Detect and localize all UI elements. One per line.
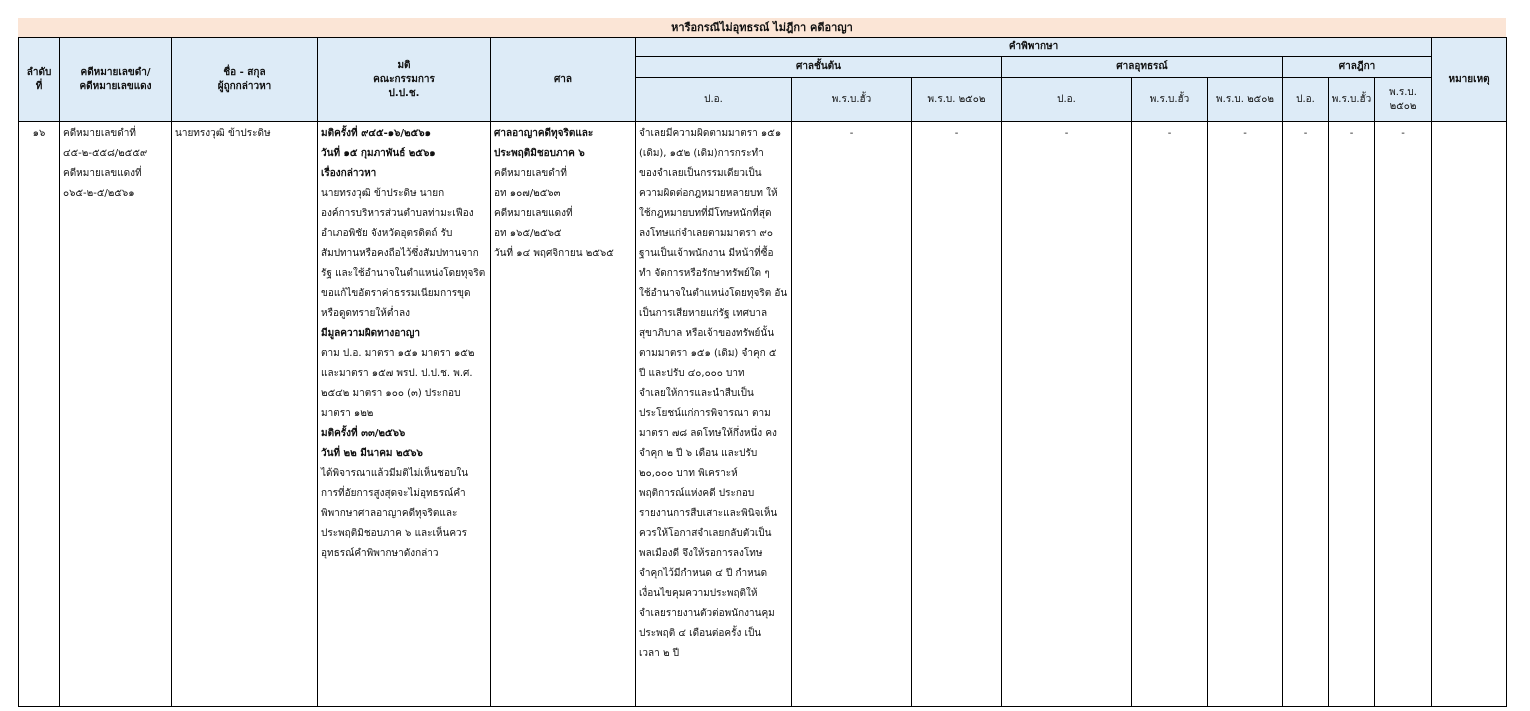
first-court-header: ศาลชั้นต้น	[636, 57, 1002, 78]
judgment-line: ทำ จัดการหรือรักษาทรัพย์ใด ๆ	[639, 268, 770, 279]
judgment-line: จำเลยมีความผิดตามมาตรา ๑๕๑	[639, 128, 782, 139]
resolution-line: ขอแก้ไขอัตราค่าธรรมเนียมการขุด	[321, 288, 471, 299]
resolution-line: มติครั้งที่ ๓๓/๒๕๖๖	[321, 428, 406, 439]
judgment-line: เงื่อนไขคุมความประพฤติให้	[639, 588, 758, 599]
appeal-prb-fua-header: พ.ร.บ.ฮั้ว	[1132, 78, 1208, 122]
first-po-cell	[636, 122, 792, 707]
judgment-line: ลงโทษแก่จำเลยตามมาตรา ๙๐	[639, 228, 773, 239]
judgment-line: มาตรา ๗๘ ลดโทษให้กึ่งหนึ่ง คง	[639, 428, 777, 439]
judgment-line: จำเลยรายงานตัวต่อพนักงานคุม	[639, 608, 775, 619]
resolution-line: ได้พิจารณาแล้วมีมติไม่เห็นชอบใน	[321, 468, 469, 479]
resolution-line: มติครั้งที่ ๙๔๕-๑๖/๒๕๖๑	[321, 128, 431, 139]
resolution-line: หรือดูดทรายให้ต่ำลง	[321, 308, 410, 319]
appeal-prb-2502-cell: -	[1208, 122, 1283, 707]
order-header: ลำดับ ที่	[19, 38, 60, 122]
court-line: คดีหมายเลขแดงที่	[494, 208, 573, 219]
resolution-line: รัฐ และใช้อำนาจในตำแหน่งโดยทุจริต	[321, 268, 486, 279]
resolution-line: วันที่ ๒๒ มีนาคม ๒๕๖๖	[321, 448, 423, 459]
supreme-prb-fua-cell: -	[1329, 122, 1375, 707]
judgment-line: เป็นการเสียหายแก่รัฐ เทศบาล	[639, 308, 768, 319]
judgment-line: ปี และปรับ ๔๐,๐๐๐ บาท	[639, 368, 745, 379]
court-line: อท ๑๐๗/๒๕๖๓	[494, 188, 561, 199]
resolution-line: องค์การบริหารส่วนตำบลท่ามะเฟือง	[321, 208, 474, 219]
resolution-cell	[318, 122, 491, 707]
supreme-court-header: ศาลฎีกา	[1283, 57, 1432, 78]
judgment-line: (เดิม), ๑๕๒ (เดิม)การกระทำ	[639, 148, 764, 159]
judgment-line: ประโยชน์แก่การพิจารณา ตาม	[639, 408, 771, 419]
resolution-line: อำเภอพิชัย จังหวัดอุตรดิตถ์ รับ	[321, 228, 453, 239]
supreme-po-header: ป.อ.	[1283, 78, 1329, 122]
appeal-court-header: ศาลอุทธรณ์	[1002, 57, 1283, 78]
appeal-prb-2502-header: พ.ร.บ. ๒๕๐๒	[1208, 78, 1283, 122]
resolution-line: เรื่องกล่าวหา	[321, 168, 377, 179]
judgment-line: จำเลยให้การและนำสืบเป็น	[639, 388, 754, 399]
supreme-prb-2502-header: พ.ร.บ. ๒๕๐๒	[1375, 78, 1432, 122]
first-po-header: ป.อ.	[636, 78, 792, 122]
judgment-line: จำคุกไว้มีกำหนด ๔ ปี กำหนด	[639, 568, 768, 579]
judgment-line: พลเมืองดี จึงให้รอการลงโทษ	[639, 548, 763, 559]
remarks-cell	[1432, 122, 1507, 707]
judgment-line: ฐานเป็นเจ้าพนักงาน มีหน้าที่ซื้อ	[639, 248, 774, 259]
court-line: ศาลอาญาคดีทุจริตและ	[494, 128, 594, 139]
case-number-header: คดีหมายเลขดำ/ คดีหมายเลขแดง	[60, 38, 172, 122]
case-table	[18, 37, 1507, 707]
judgment-line: เวลา ๒ ปี	[639, 648, 680, 659]
resolution-line: การที่อัยการสูงสุดจะไม่อุทธรณ์คำ	[321, 488, 466, 499]
table-row	[19, 122, 1507, 707]
court-line: อท ๑๖๕/๒๕๖๕	[494, 228, 562, 239]
resolution-line: วันที่ ๑๕ กุมภาพันธ์ ๒๕๖๑	[321, 148, 436, 159]
judgment-line: ของจำเลยเป็นกรรมเดียวเป็น	[639, 168, 762, 179]
court-line: วันที่ ๑๔ พฤศจิกายน ๒๕๖๕	[494, 248, 614, 259]
judgment-line: ความผิดต่อกฎหมายหลายบท ให้	[639, 188, 778, 199]
appeal-prb-fua-cell: -	[1132, 122, 1208, 707]
resolution-header: มติ คณะกรรมการ ป.ป.ช.	[318, 38, 491, 122]
appeal-po-header: ป.อ.	[1002, 78, 1132, 122]
first-prb-2502-header: พ.ร.บ. ๒๕๐๒	[912, 78, 1002, 122]
judgment-line: ๒๐,๐๐๐ บาท พิเคราะห์	[639, 468, 738, 479]
remarks-header: หมายเหตุ	[1432, 38, 1507, 122]
judgment-line: รายงานการสืบเสาะและพินิจเห็น	[639, 508, 778, 519]
table-title: หารือกรณีไม่อุทธรณ์ ไม่ฎีกา คดีอาญา	[18, 18, 1506, 37]
judgment-line: ใช้กฎหมายบทที่มีโทษหนักที่สุด	[639, 208, 772, 219]
judgment-header: คำพิพากษา	[636, 38, 1432, 57]
judgment-line: ตามมาตรา ๑๕๑ (เดิม) จำคุก ๕	[639, 348, 777, 359]
court-cell	[491, 122, 636, 707]
first-prb-fua-header: พ.ร.บ.ฮั้ว	[792, 78, 912, 122]
judgment-line: พฤติการณ์แห่งคดี ประกอบ	[639, 488, 755, 499]
appeal-po-cell: -	[1002, 122, 1132, 707]
supreme-po-cell: -	[1283, 122, 1329, 707]
court-line: คดีหมายเลขดำที่	[494, 168, 567, 179]
supreme-prb-2502-cell: -	[1375, 122, 1432, 707]
judgment-line: สุขาภิบาล หรือเจ้าของทรัพย์นั้น	[639, 328, 775, 339]
court-line: ประพฤติมิชอบภาค ๖	[494, 148, 585, 159]
resolution-line: มีมูลความผิดทางอาญา	[321, 328, 421, 339]
judgment-line: ประพฤติ ๔ เดือนต่อครั้ง เป็น	[639, 628, 762, 639]
name-header: ชื่อ - สกุล ผู้ถูกกล่าวหา	[172, 38, 318, 122]
first-prb-fua-cell: -	[792, 122, 912, 707]
resolution-line: อุทธรณ์คำพิพากษาดังกล่าว	[321, 548, 439, 559]
judgment-line: ใช้อำนาจในตำแหน่งโดยทุจริต อัน	[639, 288, 788, 299]
supreme-prb-fua-header: พ.ร.บ.ฮั้ว	[1329, 78, 1375, 122]
resolution-line: ๒๕๔๒ มาตรา ๑๐๐ (๓) ประกอบ	[321, 388, 461, 399]
resolution-line: สัมปทานหรือคงถือไว้ซึ่งสัมปทานจาก	[321, 248, 479, 259]
resolution-line: พิพากษาศาลอาญาคดีทุจริตและ	[321, 508, 458, 519]
first-prb-2502-cell: -	[912, 122, 1002, 707]
judgment-line: จำคุก ๒ ปี ๖ เดือน และปรับ	[639, 448, 758, 459]
resolution-line: นายทรงวุฒิ ข้าประดิษ นายก	[321, 188, 445, 199]
case-number-cell: คดีหมายเลขดำที่ ๔๕-๒-๕๕๘/๒๕๕๙ คดีหมายเลขแดงที่ ๐๖๕-๒-๕/๒๕๖๑	[60, 122, 172, 707]
resolution-line: ตาม ป.อ. มาตรา ๑๕๑ มาตรา ๑๕๒	[321, 348, 475, 359]
resolution-line: ประพฤติมิชอบภาค ๖ และเห็นควร	[321, 528, 468, 539]
accused-name-cell: นายทรงวุฒิ ข้าประดิษ	[172, 122, 318, 707]
court-header: ศาล	[491, 38, 636, 122]
resolution-line: มาตรา ๑๒๒	[321, 408, 374, 419]
document	[18, 18, 1506, 707]
order-cell: ๑๖	[19, 122, 60, 707]
judgment-line: ควรให้โอกาสจำเลยกลับตัวเป็น	[639, 528, 772, 539]
resolution-line: และมาตรา ๑๕๗ พรป. ป.ป.ช. พ.ศ.	[321, 368, 473, 379]
